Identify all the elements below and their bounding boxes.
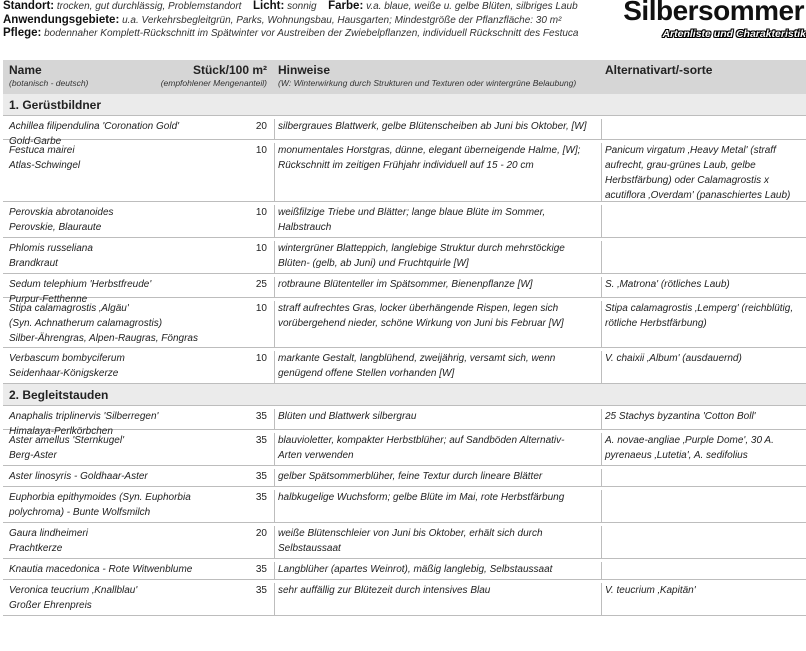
section-header: [3, 94, 806, 116]
cell-qty: 25: [255, 279, 267, 290]
cell-notes: monumentales Horstgras, dünne, elegant überneigende Halme, [W]; Rückschnitt im zeitigen Frühjahr individuell auf 15 - 20 cm: [278, 145, 581, 171]
column-divider: [274, 205, 275, 237]
cell-notes: blauvioletter, kompakter Herbstblüher; auf Sandböden Alternativ-Arten verwenden: [278, 435, 565, 461]
table-row: [3, 238, 806, 274]
section-title: 1. Gerüstbildner: [9, 98, 102, 112]
cell-name-line: Stipa calamagrostis ‚Algäu': [9, 303, 129, 314]
cell-qty: 35: [255, 435, 267, 446]
cell-name-line: Euphorbia epithymoides (Syn. Euphorbia: [9, 492, 191, 503]
meta-line-2: [3, 14, 603, 28]
section-title: 2. Begleitstauden: [9, 388, 109, 402]
column-divider: [274, 409, 275, 429]
column-divider: [274, 241, 275, 273]
column-divider: [601, 301, 602, 347]
column-divider: [601, 119, 602, 139]
table-row: [3, 559, 806, 580]
column-divider: [601, 490, 602, 522]
cell-name-line: Seidenhaar-Königskerze: [9, 368, 119, 379]
table-row: [3, 430, 806, 466]
cell-name-line: Aster linosyris - Goldhaar-Aster: [9, 471, 148, 482]
cell-alternative: V. chaixii ‚Album' (ausdauernd): [605, 353, 742, 364]
table-row: [3, 116, 806, 147]
col-header-name-label: Name: [9, 63, 42, 77]
table-row: [3, 523, 806, 559]
cell-qty: 35: [255, 411, 267, 422]
cell-name-line: Veronica teucrium ‚Knallblau': [9, 585, 138, 596]
col-header-qty-sub: (empfohlener Mengenanteil): [160, 78, 267, 88]
pflege-label: Pflege:: [3, 27, 42, 39]
cell-notes: Blüten und Blattwerk silbergrau: [278, 411, 417, 422]
farbe-value: v.a. blaue, weiße u. gelbe Blüten, silbriges Laub: [366, 1, 578, 12]
cell-qty: 20: [255, 121, 267, 132]
column-divider: [274, 351, 275, 383]
licht-label: Licht:: [253, 0, 285, 12]
cell-qty: 10: [255, 243, 267, 254]
column-divider: [601, 409, 602, 429]
standort-value: trocken, gut durchlässig, Problemstandort: [56, 1, 242, 12]
licht-value: sonnig: [287, 1, 317, 12]
section-header: [3, 384, 806, 406]
cell-name-line: Gaura lindheimeri: [9, 528, 88, 539]
column-divider: [601, 351, 602, 383]
cell-name-line: Gold-Garbe: [9, 136, 62, 147]
cell-name-line: Phlomis russeliana: [9, 243, 93, 254]
col-header-notes-sub: (W: Winterwirkung durch Strukturen und Texturen oder wintergrüne Belaubung): [278, 78, 577, 88]
col-header-alt: [605, 64, 712, 77]
cell-name-line: Knautia macedonica - Rote Witwenblume: [9, 564, 193, 575]
column-divider: [601, 562, 602, 579]
cell-qty: 10: [255, 353, 267, 364]
table-row: [3, 202, 806, 238]
anwendung-value: u.a. Verkehrsbegleitgrün, Parks, Wohnungsbau, Hausgarten; Mindestgröße der Pflanzfläche: 30 m²: [122, 14, 562, 26]
column-divider: [274, 301, 275, 347]
standort-label: Standort:: [3, 0, 55, 12]
cell-name-line: Anaphalis triplinervis 'Silberregen': [9, 411, 159, 422]
col-header-qty-label: Stück/100 m²: [192, 63, 267, 77]
cell-qty: 35: [255, 492, 267, 503]
cell-notes: sehr auffällig zur Blütezeit durch intensives Blau: [278, 585, 491, 596]
table-row: [3, 348, 806, 384]
column-divider: [601, 277, 602, 297]
cell-notes: wintergrüner Blatteppich, langlebige Struktur durch mehrstöckige Blüten- (gelb, ab Juni) und Fruchtquirle [W]: [278, 243, 565, 269]
column-divider: [601, 526, 602, 558]
cell-alternative: S. ‚Matrona' (rötliches Laub): [605, 279, 730, 290]
cell-notes: halbkugelige Wuchsform; gelbe Blüte im Mai, rote Herbstfärbung: [278, 492, 565, 503]
col-header-alt-label: Alternativart/-sorte: [605, 63, 713, 77]
cell-name-line: Achillea filipendulina 'Coronation Gold': [9, 121, 180, 132]
table-row: [3, 140, 806, 202]
cell-notes: silbergraues Blattwerk, gelbe Blütenscheiben ab Juni bis Oktober, [W]: [278, 121, 587, 132]
cell-alternative: V. teucrium ‚Kapitän': [605, 585, 696, 596]
cell-alternative: Panicum virgatum ‚Heavy Metal' (straff aufrecht, grau-grünes Laub, gelbe Herbstfärbung) oder Calamagrostis x acutiflora ‚Overdam' (panaschiertes Laub): [605, 145, 791, 201]
column-divider: [274, 277, 275, 297]
cell-name-line: Festuca mairei: [9, 145, 75, 156]
cell-notes: markante Gestalt, langblühend, zweijährig, versamt sich, wenn genügend offene Stellen vorhanden [W]: [278, 353, 556, 379]
column-divider: [274, 526, 275, 558]
cell-qty: 10: [255, 145, 267, 156]
cell-name-line: Großer Ehrenpreis: [9, 600, 92, 611]
page-title: Silbersommer: [623, 0, 804, 26]
cell-name-line: Verbascum bombyciferum: [9, 353, 125, 364]
farbe-label: Farbe:: [328, 0, 364, 12]
cell-name-line: Atlas-Schwingel: [9, 160, 81, 171]
col-header-name-sub: (botanisch - deutsch): [9, 78, 89, 88]
cell-name-line: Perovskie, Blauraute: [9, 222, 102, 233]
pflege-value: bodennaher Komplett-Rückschnitt im Spätwinter vor Austreiben der Zwiebelpflanzen, individuell Rückschnitt des Festuca: [44, 28, 579, 39]
table-row: [3, 406, 806, 437]
cell-qty: 35: [255, 564, 267, 575]
column-divider: [274, 490, 275, 522]
cell-qty: 10: [255, 207, 267, 218]
table-header: [3, 60, 806, 94]
table-body: [3, 94, 806, 616]
cell-qty: 35: [255, 471, 267, 482]
meta-line-3: [3, 27, 603, 41]
anwendung-label: Anwendungsgebiete:: [3, 13, 120, 26]
cell-name-line: Perovskia abrotanoides: [9, 207, 114, 218]
table-row: [3, 274, 806, 305]
cell-qty: 35: [255, 585, 267, 596]
cell-name-line: Prachtkerze: [9, 543, 63, 554]
cell-notes: weißfilzige Triebe und Blätter; lange blaue Blüte im Sommer, Halbstrauch: [278, 207, 546, 233]
column-divider: [601, 469, 602, 486]
cell-name-line: Sedum telephium 'Herbstfreude': [9, 279, 152, 290]
plant-table: [3, 60, 806, 616]
cell-notes: Langblüher (apartes Weinrot), mäßig langlebig, Selbstaussaat: [278, 564, 553, 575]
cell-notes: rotbraune Blütenteller im Spätsommer, Bienenpflanze [W]: [278, 279, 533, 290]
column-divider: [274, 433, 275, 465]
cell-name-line: Purpur-Fetthenne: [9, 294, 88, 305]
table-row: [3, 466, 806, 487]
cell-name-line: Aster amellus 'Sternkugel': [9, 435, 124, 446]
page-subtitle: Artenliste und Charakteristik: [662, 28, 806, 40]
cell-name-line: Berg-Aster: [9, 450, 57, 461]
col-header-name: [9, 64, 88, 89]
table-row: [3, 580, 806, 616]
cell-name-line: (Syn. Achnatherum calamagrostis): [9, 318, 163, 329]
column-divider: [601, 241, 602, 273]
cell-notes: weiße Blütenschleier von Juni bis Oktober, erhält sich durch Selbstaussaat: [278, 528, 543, 554]
site-info: [3, 0, 603, 41]
column-divider: [601, 205, 602, 237]
cell-alternative: A. novae-angliae ‚Purple Dome', 30 A. pyrenaeus ‚Lutetia', A. sedifolius: [605, 435, 774, 461]
col-header-notes-label: Hinweise: [278, 63, 331, 77]
column-divider: [274, 119, 275, 139]
meta-line-1: [3, 0, 603, 14]
col-header-notes: [278, 64, 576, 89]
column-divider: [274, 583, 275, 615]
column-divider: [274, 469, 275, 486]
cell-name-line: Silber-Ährengras, Alpen-Raugras, Föngras: [9, 333, 198, 344]
column-divider: [274, 143, 275, 201]
cell-notes: straff aufrechtes Gras, locker überhängende Rispen, legen sich vorübergehend nieder, schöne Wirkung von Juni bis Februar [W]: [278, 303, 564, 329]
cell-qty: 10: [255, 303, 267, 314]
table-row: [3, 487, 806, 523]
column-divider: [601, 143, 602, 201]
cell-name-line: Brandkraut: [9, 258, 58, 269]
cell-alternative: Stipa calamagrostis ‚Lemperg' (reichblütig, rötliche Herbstfärbung): [605, 303, 794, 329]
column-divider: [274, 562, 275, 579]
cell-name-line: Himalaya-Perlkörbchen: [9, 426, 113, 437]
col-header-qty: [153, 64, 267, 89]
cell-qty: 20: [255, 528, 267, 539]
column-divider: [601, 583, 602, 615]
cell-name-line: polychroma) - Bunte Wolfsmilch: [9, 507, 151, 518]
cell-alternative: 25 Stachys byzantina 'Cotton Boll': [605, 411, 756, 422]
table-row: [3, 298, 806, 348]
column-divider: [601, 433, 602, 465]
cell-notes: gelber Spätsommerblüher, feine Textur durch lineare Blätter: [278, 471, 543, 482]
